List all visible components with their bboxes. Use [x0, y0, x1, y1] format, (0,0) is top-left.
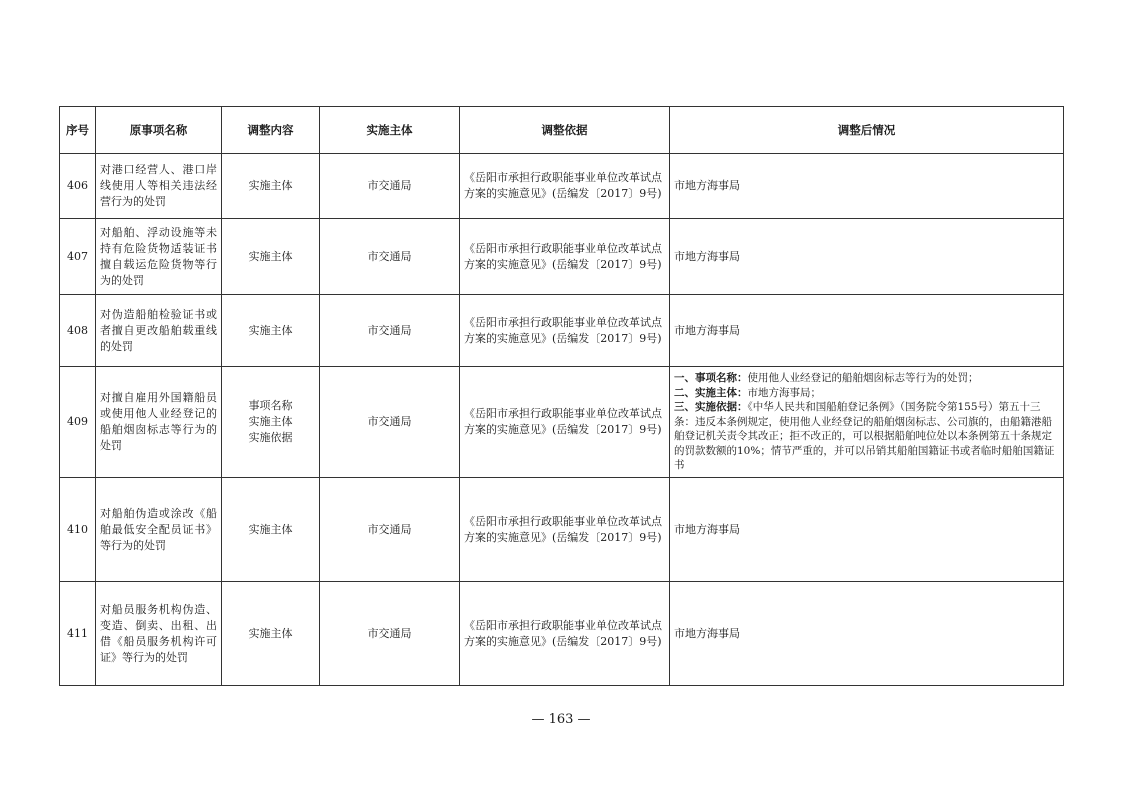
- page-number: — 163 —: [531, 712, 591, 727]
- result-label: 一、事项名称：: [674, 372, 748, 385]
- row-adjust-content: 实施主体: [222, 219, 320, 295]
- row-item-name: 对港口经营人、港口岸线使用人等相关违法经营行为的处罚: [96, 154, 222, 219]
- header-subject: 实施主体: [320, 107, 460, 154]
- table-row: [60, 478, 1064, 582]
- row-number: 411: [60, 582, 96, 686]
- row-basis: 《岳阳市承担行政职能事业单位改革试点方案的实施意见》(岳编发〔2017〕9号): [460, 367, 670, 478]
- result-label: 二、实施主体：: [674, 386, 748, 399]
- row-number: 410: [60, 478, 96, 582]
- row-basis: 《岳阳市承担行政职能事业单位改革试点方案的实施意见》(岳编发〔2017〕9号): [460, 154, 670, 219]
- row-item-name: 对船员服务机构伪造、变造、倒卖、出租、出借《船员服务机构许可证》等行为的处罚: [96, 582, 222, 686]
- adjustment-table: [59, 106, 1064, 686]
- row-item-name: 对擅自雇用外国籍船员或使用他人业经登记的船舶烟囱标志等行为的处罚: [96, 367, 222, 478]
- row-result: 市地方海事局: [670, 478, 1064, 582]
- table-row: [60, 154, 1064, 219]
- header-adjust-content: 调整内容: [222, 107, 320, 154]
- row-result: 市地方海事局: [670, 582, 1064, 686]
- result-text: 市地方海事局；: [747, 386, 821, 399]
- result-item: [674, 400, 1059, 473]
- header-basis: 调整依据: [460, 107, 670, 154]
- row-subject: 市交通局: [320, 295, 460, 367]
- row-result: [670, 367, 1064, 478]
- row-item-name: 对船舶伪造或涂改《船舶最低安全配员证书》等行为的处罚: [96, 478, 222, 582]
- row-adjust-content: 实施主体: [222, 154, 320, 219]
- row-number: 409: [60, 367, 96, 478]
- row-number: 406: [60, 154, 96, 219]
- row-subject: 市交通局: [320, 582, 460, 686]
- row-basis: 《岳阳市承担行政职能事业单位改革试点方案的实施意见》(岳编发〔2017〕9号): [460, 582, 670, 686]
- result-item: [674, 371, 1059, 386]
- header-serial: 序号: [60, 107, 96, 154]
- row-subject: 市交通局: [320, 478, 460, 582]
- row-item-name: 对船舶、浮动设施等未持有危险货物适装证书擅自载运危险货物等行为的处罚: [96, 219, 222, 295]
- row-result: 市地方海事局: [670, 219, 1064, 295]
- result-text: 《中华人民共和国船舶登记条例》（国务院令第155号）第五十三条：违反本条例规定，使用他人业经登记的船舶烟囱标志、公司旗的，由船籍港船舶登记机关责令其改正；拒不改正的，可以根据船舶吨位处以本条例第五十条规定的罚款数额的10%；情节严重的，并可以吊销其船舶国籍证书或者临时船舶国籍证书: [674, 401, 1055, 472]
- row-number: 408: [60, 295, 96, 367]
- row-basis: 《岳阳市承担行政职能事业单位改革试点方案的实施意见》(岳编发〔2017〕9号): [460, 295, 670, 367]
- row-basis: 《岳阳市承担行政职能事业单位改革试点方案的实施意见》(岳编发〔2017〕9号): [460, 219, 670, 295]
- table-header-row: [60, 107, 1064, 154]
- row-result: 市地方海事局: [670, 295, 1064, 367]
- row-subject: 市交通局: [320, 367, 460, 478]
- table-row: [60, 367, 1064, 478]
- result-item: [674, 386, 1059, 401]
- adjust-item: 实施主体: [248, 415, 293, 428]
- row-item-name: 对伪造船舶检验证书或者擅自更改船舶载重线的处罚: [96, 295, 222, 367]
- row-adjust-content: 实施主体: [222, 295, 320, 367]
- table-row: [60, 582, 1064, 686]
- header-result: 调整后情况: [670, 107, 1064, 154]
- row-result: 市地方海事局: [670, 154, 1064, 219]
- row-basis: 《岳阳市承担行政职能事业单位改革试点方案的实施意见》(岳编发〔2017〕9号): [460, 478, 670, 582]
- row-adjust-content: [222, 367, 320, 478]
- row-number: 407: [60, 219, 96, 295]
- row-subject: 市交通局: [320, 154, 460, 219]
- row-adjust-content: 实施主体: [222, 478, 320, 582]
- row-adjust-content: 实施主体: [222, 582, 320, 686]
- adjust-item: 实施依据: [248, 431, 293, 444]
- result-text: 使用他人业经登记的船舶烟囱标志等行为的处罚；: [747, 372, 979, 385]
- adjust-item: 事项名称: [248, 399, 293, 412]
- table-row: [60, 295, 1064, 367]
- result-label: 三、实施依据：: [674, 401, 748, 414]
- row-subject: 市交通局: [320, 219, 460, 295]
- table-row: [60, 219, 1064, 295]
- header-original-item: 原事项名称: [96, 107, 222, 154]
